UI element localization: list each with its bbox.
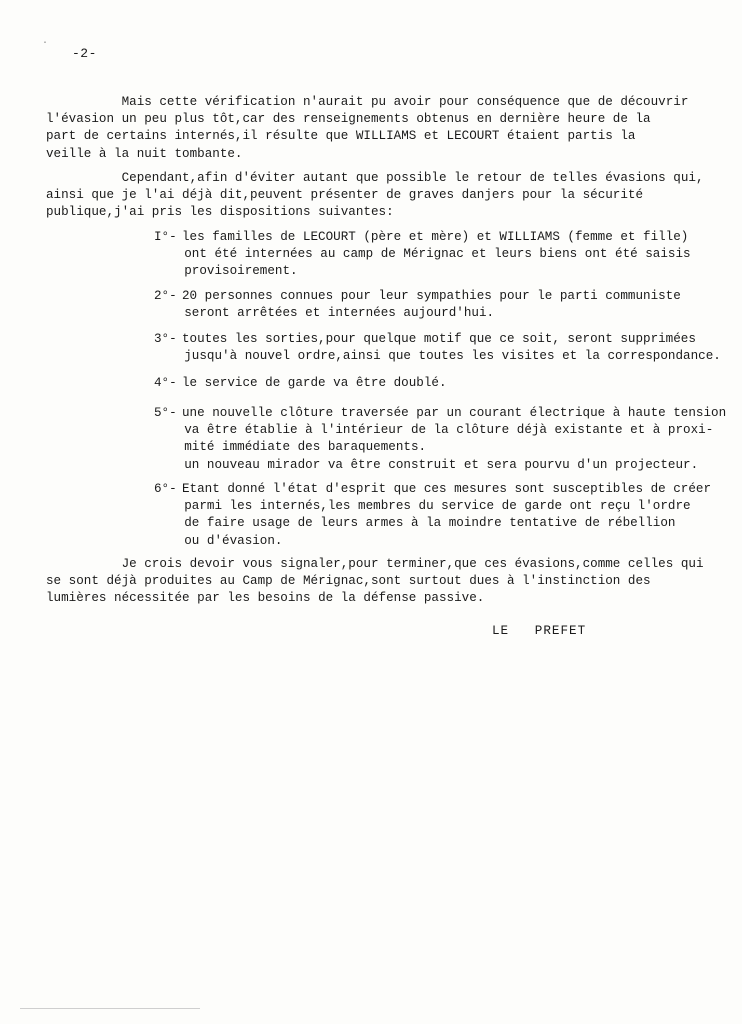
list-item-text: 20 personnes connues pour leur sympathies pour le parti communiste seront arrêtées et internées aujourd'hui. — [182, 289, 681, 321]
list-item-number: 4°- — [154, 376, 177, 390]
list-item-text: toutes les sorties,pour quelque motif que ce soit, seront supprimées jusqu'à nouvel ordre,ainsi que toutes les visites et la correspondance. — [182, 332, 721, 364]
list-item — [154, 288, 681, 322]
list-item-number: 6°- — [154, 482, 177, 496]
list-item-text: une nouvelle clôture traversée par un courant électrique à haute tension va être établie à l'intérieur de la clôture déjà existante et à proxi- mité immédiate des baraquements. un nouveau mirador va être construit et sera pourvu d'un projecteur. — [182, 406, 727, 472]
page-number: -2- — [72, 46, 97, 61]
list-item-text: les familles de LECOURT (père et mère) et WILLIAMS (femme et fille) ont été internées au camp de Mérignac et leurs biens ont été saisis provisoirement. — [182, 230, 691, 279]
list-item — [154, 375, 447, 392]
list-item-number: 5°- — [154, 406, 177, 420]
list-item — [154, 405, 726, 474]
paragraph-dispositions-intro: Cependant,afin d'éviter autant que possible le retour de telles évasions qui, ainsi que je l'ai déjà dit,peuvent présenter de graves danjers pour la sécurité publique,j'ai pris les dispositions suivantes: — [46, 171, 704, 220]
list-item-number: 2°- — [154, 289, 177, 303]
paragraph-verification: Mais cette vérification n'aurait pu avoir pour conséquence que de découvrir l'évasion un peu plus tôt,car des renseignements obtenus en dernière heure de la part de certains internés,il résulte que WILLIAMS et LECOURT étaient partis la veille à la nuit tombante. — [46, 95, 689, 161]
list-item — [154, 331, 721, 365]
list-item-text: Etant donné l'état d'esprit que ces mesures sont susceptibles de créer parmi les internés,les membres du service de garde ont reçu l'ordre de faire usage de leurs armes à la moindre tentative de rébellion ou d'évasion. — [182, 482, 712, 548]
list-item-number: 3°- — [154, 332, 177, 346]
list-item-text: le service de garde va être doublé. — [182, 376, 447, 390]
list-item — [154, 229, 691, 281]
corner-mark: · — [42, 38, 49, 49]
paragraph-conclusion: Je crois devoir vous signaler,pour terminer,que ces évasions,comme celles qui se sont déjà produites au Camp de Mérignac,sont surtout dues à l'instinction des lumières nécessitée par les besoins de la défense passive. — [46, 557, 704, 606]
list-item-number: I°- — [154, 230, 177, 244]
list-item — [154, 481, 711, 550]
signature: LE PREFET — [492, 624, 587, 638]
scan-edge-line — [20, 1008, 200, 1009]
